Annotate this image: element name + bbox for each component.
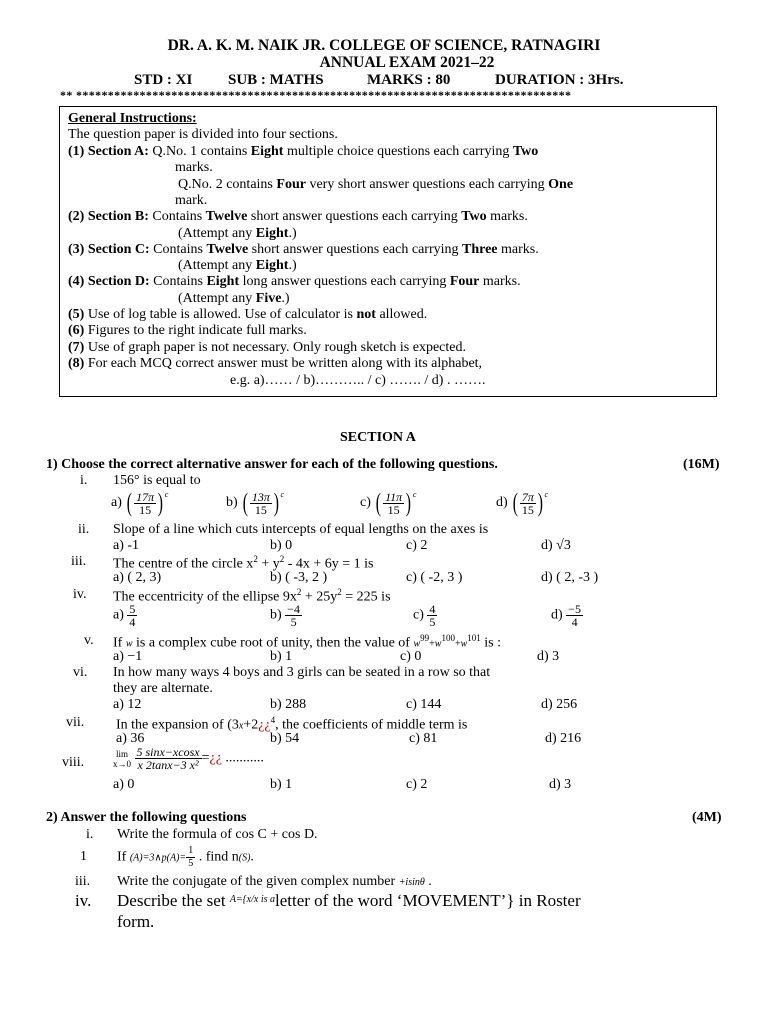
instructions-title: General Instructions: — [68, 111, 197, 126]
mcq-option-c: c) 2 — [406, 538, 428, 553]
mcq-number: iii. — [71, 554, 87, 569]
mcq-option-d: d) ( 2, -3 ) — [541, 570, 599, 585]
mcq-option-c: c) ( -2, 3 ) — [406, 570, 463, 585]
mcq-option-b: b) 288 — [270, 697, 307, 712]
q2-marks: (4M) — [692, 810, 722, 825]
mcq-question: In the expansion of (3x+2¿¿$^4$, the coefficients of middle term is — [116, 715, 468, 733]
mcq-option-b: b) ( -3, 2 ) — [270, 570, 328, 585]
instruction-section-d-attempt: (Attempt any Five.) — [178, 291, 290, 306]
mcq-option-c: c) 0 — [400, 649, 422, 664]
mcq-question: Slope of a line which cuts intercepts of equal lengths on the axes is — [113, 522, 489, 537]
mcq-question: In how many ways 4 boys and 3 girls can be seated in a row so that — [113, 665, 491, 680]
exam-title: ANNUAL EXAM 2021–22 — [319, 54, 495, 71]
vsa-question: If (A)=3∧p(A)= $\frac{1}{5}$ . find n(S). — [117, 845, 254, 869]
instruction-section-c: (3) Section C: Contains Twelve short answer questions each carrying Three marks. — [68, 242, 539, 257]
mcq-option-b: b) 1 — [270, 649, 293, 664]
q1-marks: (16M) — [683, 457, 720, 472]
mcq-option-b: b) $\frac{-4}{5}$ — [270, 602, 300, 629]
mcq-question: lim x→0 $\frac{5 \sin x-xcosx}{\text{x 2tanx−3 x²}}$ =¿¿ ........... — [113, 745, 264, 772]
instruction-6: (6) Figures to the right indicate full marks. — [68, 323, 307, 338]
mcq-option-d: d) 216 — [545, 731, 582, 746]
subject-label: SUB : MATHS — [228, 72, 324, 88]
mcq-option-c: c) $\frac{4}{5}$ — [413, 602, 436, 629]
mcq-question-cont: they are alternate. — [113, 681, 213, 696]
vsa-question: Write the conjugate of the given complex number +isinθ . — [117, 874, 432, 889]
instruction-5: (5) Use of log table is allowed. Use of calculator is not allowed. — [68, 307, 428, 322]
vsa-question: Describe the set $^{A=\{x/x is a}$letter of the word ‘MOVEMENT’} in Roster — [117, 891, 581, 910]
mcq-option-a: a) ( 2, 3) — [113, 570, 162, 585]
mcq-option-a: a) $\frac{5}{4}$ — [113, 602, 136, 629]
star-divider: ** ****************************************************************************** — [60, 88, 572, 102]
mcq-number: vii. — [66, 715, 85, 730]
mcq-number: viii. — [62, 755, 85, 770]
mcq-option-a: a) −1 — [113, 649, 143, 664]
mcq-number: ii. — [78, 522, 90, 537]
mcq-question: The centre of the circle $x^2 + y^2 - 4x + 6y = 1$ is — [113, 554, 374, 572]
vsa-number: i. — [86, 827, 94, 842]
vsa-number: iv. — [75, 891, 92, 910]
instruction-section-a-cont: marks. — [175, 160, 213, 175]
mcq-number: vi. — [73, 665, 88, 680]
mcq-option-b: b) 0 — [270, 538, 293, 553]
section-a-title: SECTION A — [340, 430, 416, 445]
mcq-option-c: c) ( $\frac{11\pi}{15}$ ) $^c$ — [360, 488, 417, 517]
std-label: STD : XI — [134, 72, 193, 88]
mcq-option-a: a) ( $\frac{17\pi}{15}$ ) $^c$ — [111, 488, 169, 517]
mcq-option-d: d) √3 — [541, 538, 571, 553]
mcq-question: 156° is equal to — [113, 473, 201, 488]
college-name: DR. A. K. M. NAIK JR. COLLEGE OF SCIENCE, RATNAGIRI — [167, 37, 601, 54]
mcq-option-c: c) 81 — [409, 731, 438, 746]
instruction-section-a: (1) Section A: Q.No. 1 contains Eight multiple choice questions each carrying Two — [68, 144, 539, 159]
vsa-question: Write the formula of cos C + cos D. — [117, 827, 318, 842]
marks-label: MARKS : 80 — [367, 72, 451, 88]
mcq-number: iv. — [73, 587, 87, 602]
instruction-7: (7) Use of graph paper is not necessary. Only rough sketch is expected. — [68, 340, 466, 355]
mcq-number: i. — [80, 473, 88, 488]
vsa-number: 1 — [80, 849, 87, 864]
instruction-8: (8) For each MCQ correct answer must be written along with its alphabet, — [68, 356, 483, 371]
mcq-option-a: a) -1 — [113, 538, 140, 553]
vsa-number: iii. — [75, 874, 91, 889]
mcq-option-a: a) 0 — [113, 777, 135, 792]
instructions-intro: The question paper is divided into four sections. — [68, 127, 338, 142]
instruction-section-b: (2) Section B: Contains Twelve short answer questions each carrying Two marks. — [68, 209, 528, 224]
mcq-question: The eccentricity of the ellipse $9x^2 + 25y^2 = 225$ is — [113, 587, 391, 605]
mcq-option-b: b) ( $\frac{13\pi}{15}$ ) $^c$ — [226, 488, 285, 517]
instruction-section-c-attempt: (Attempt any Eight.) — [178, 258, 297, 273]
q1-heading: 1) Choose the correct alternative answer for each of the following questions. — [46, 457, 498, 472]
mcq-option-d: d) 3 — [537, 649, 560, 664]
mcq-question: If w is a complex cube root of unity, then the value of $w^{99}+w^{100}+w^{101}$ is : — [113, 633, 501, 651]
mcq-option-d: d) ( $\frac{7\pi}{15}$ ) $^c$ — [496, 488, 549, 517]
instruction-section-b-attempt: (Attempt any Eight.) — [178, 226, 297, 241]
vsa-question-cont: form. — [117, 912, 155, 931]
duration-label: DURATION : 3Hrs. — [495, 72, 624, 88]
instruction-section-a-q2-cont: mark. — [175, 193, 208, 208]
instruction-section-d: (4) Section D: Contains Eight long answer questions each carrying Four marks. — [68, 274, 521, 289]
mcq-option-d: d) 3 — [549, 777, 572, 792]
mcq-option-a: a) 36 — [116, 731, 145, 746]
mcq-option-d: d) 256 — [541, 697, 578, 712]
instruction-section-a-q2: Q.No. 2 contains Four very short answer questions each carrying One — [178, 177, 574, 192]
mcq-option-b: b) 54 — [270, 731, 300, 746]
q2-heading: 2) Answer the following questions — [46, 810, 247, 825]
instruction-8-example: e.g. a)…… / b)……….. / c) ……. / d) . ……. — [230, 373, 486, 388]
mcq-option-b: b) 1 — [270, 777, 293, 792]
mcq-option-c: c) 2 — [406, 777, 428, 792]
mcq-option-d: d) $\frac{-5}{4}$ — [551, 602, 581, 629]
mcq-option-a: a) 12 — [113, 697, 142, 712]
mcq-number: v. — [84, 633, 94, 648]
mcq-option-c: c) 144 — [406, 697, 442, 712]
